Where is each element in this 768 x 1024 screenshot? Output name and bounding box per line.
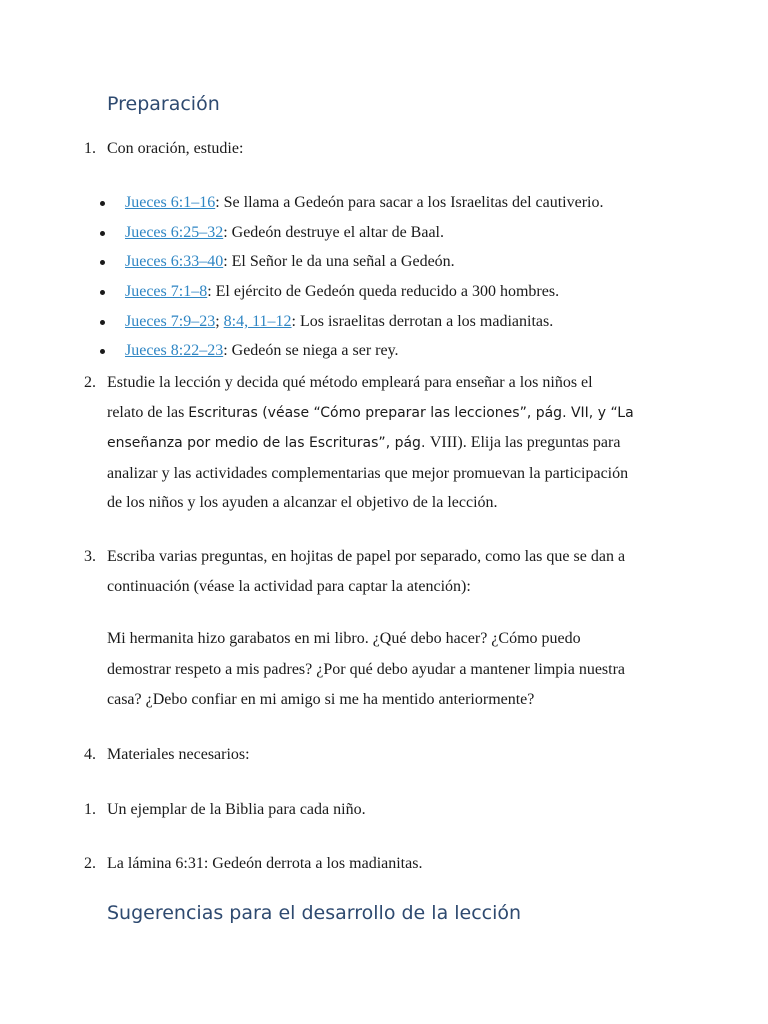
reading-item [100, 307, 700, 337]
reading-text [125, 277, 559, 307]
bullet-icon [100, 231, 105, 236]
text-line: Mi hermanita hizo garabatos en mi libro. ¿Qué debo hacer? ¿Cómo puedo [107, 630, 581, 647]
bullet-icon [100, 260, 105, 265]
scripture-link[interactable]: Jueces 6:25–32 [125, 223, 224, 241]
bullet-icon [100, 201, 105, 206]
step-number: 4. [84, 746, 96, 763]
reading-text [125, 188, 603, 218]
bullet-icon [100, 349, 105, 354]
reading-description: : Se llama a Gedeón para sacar a los Israelitas del cautiverio. [215, 194, 604, 211]
step-text [107, 368, 677, 518]
reading-description: : El ejército de Gedeón queda reducido a 300 hombres. [207, 283, 560, 301]
text-line: continuación (véase la actividad para captar la atención): [107, 577, 471, 595]
scripture-link[interactable]: Jueces 7:1–8 [125, 283, 208, 301]
step-text [107, 542, 677, 601]
section-heading-preparacion: Preparación [107, 93, 220, 115]
step-number: 2. [84, 374, 96, 391]
step-number: 1. [84, 140, 96, 157]
step-text: Con oración, estudie: [107, 140, 244, 157]
scripture-link[interactable]: Jueces 8:22–23 [125, 342, 224, 360]
reading-text [125, 336, 399, 366]
reading-description: : El Señor le da una señal a Gedeón. [223, 253, 455, 271]
reading-description: : Los israelitas derrotan a los madianitas. [291, 312, 554, 330]
text-line: enseñanza por medio de las Escrituras”, pág. VIII). Elija las preguntas para [107, 434, 621, 451]
text-line: Escriba varias preguntas, en hojitas de papel por separado, como las que se dan a [107, 548, 626, 565]
reading-item [100, 188, 700, 218]
bullet-icon [100, 290, 105, 295]
scripture-link[interactable]: 8:4, 11–12 [223, 312, 292, 330]
material-text: La lámina 6:31: Gedeón derrota a los madianitas. [107, 855, 423, 872]
material-number: 1. [84, 801, 96, 818]
material-number: 2. [84, 855, 96, 872]
text-line: casa? ¿Debo confiar en mi amigo si me ha mentido anteriormente? [107, 691, 535, 708]
scripture-link[interactable]: Jueces 6:33–40 [125, 253, 224, 271]
text-line: de los niños y los ayuden a alcanzar el objetivo de la lección. [107, 494, 498, 511]
text-line: relato de las Escrituras (véase “Cómo preparar las lecciones”, pág. VII, y “La [107, 403, 634, 421]
reading-text [125, 218, 444, 248]
text-line: Estudie la lección y decida qué método empleará para enseñar a los niños el [107, 374, 593, 391]
reading-description: : Gedeón se niega a ser rey. [223, 342, 399, 360]
reading-description: : Gedeón destruye el altar de Baal. [223, 223, 444, 241]
text-line: analizar y las actividades complementarias que mejor promuevan la participación [107, 464, 629, 482]
section-heading-sugerencias: Sugerencias para el desarrollo de la lección [107, 902, 522, 924]
reading-text [125, 247, 455, 277]
reading-item [100, 277, 700, 307]
text-line: demostrar respeto a mis padres? ¿Por qué debo ayudar a mantener limpia nuestra [107, 660, 626, 678]
reading-item [100, 336, 700, 366]
scripture-link[interactable]: Jueces 7:9–23 [125, 312, 216, 330]
scripture-link[interactable]: Jueces 6:1–16 [125, 194, 216, 211]
reading-item [100, 247, 700, 277]
reading-item [100, 218, 700, 248]
scripture-readings-list [100, 188, 700, 366]
step-number: 3. [84, 548, 96, 565]
separator: ; [215, 312, 224, 330]
material-text: Un ejemplar de la Biblia para cada niño. [107, 801, 366, 818]
sample-questions [107, 624, 687, 716]
bullet-icon [100, 320, 105, 325]
step-text: Materiales necesarios: [107, 746, 250, 763]
reading-text [125, 307, 553, 337]
